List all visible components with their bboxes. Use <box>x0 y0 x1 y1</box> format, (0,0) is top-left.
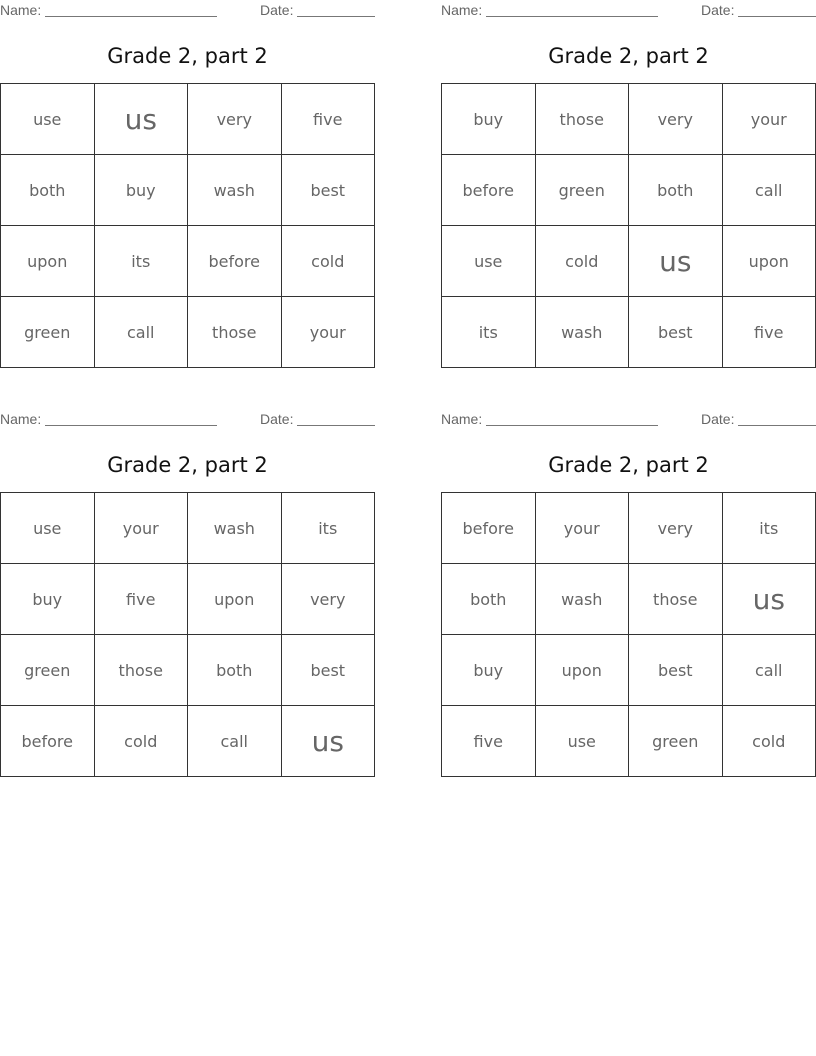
grid-row <box>442 155 816 226</box>
grid-cell: wash <box>188 155 282 226</box>
name-blank <box>45 16 217 17</box>
grid-cell: its <box>442 297 536 368</box>
grid-row <box>442 297 816 368</box>
date-blank <box>738 425 816 426</box>
grid-cell: use <box>1 493 95 564</box>
grid-cell: before <box>1 706 95 777</box>
grid-cell: five <box>442 706 536 777</box>
grid-cell: its <box>722 493 816 564</box>
grid-cell: green <box>1 297 95 368</box>
grid-cell: call <box>188 706 282 777</box>
grid-cell: use <box>535 706 629 777</box>
grid-row <box>1 564 375 635</box>
grid-cell: wash <box>535 297 629 368</box>
bingo-grid <box>0 83 375 368</box>
grid-cell: call <box>722 635 816 706</box>
grid-cell: buy <box>442 84 536 155</box>
grid-cell: those <box>94 635 188 706</box>
name-label: Name: <box>0 411 42 427</box>
grid-row <box>442 493 816 564</box>
grid-cell: upon <box>188 564 282 635</box>
grid-cell: its <box>94 226 188 297</box>
grid-cell: both <box>1 155 95 226</box>
grid-cell: wash <box>535 564 629 635</box>
date-blank <box>297 16 375 17</box>
grid-row <box>1 493 375 564</box>
grid-row <box>1 226 375 297</box>
grid-cell: before <box>442 493 536 564</box>
grid-row <box>1 155 375 226</box>
grid-cell: cold <box>281 226 375 297</box>
name-date-row <box>441 409 816 431</box>
name-label: Name: <box>441 411 483 427</box>
grid-cell: your <box>722 84 816 155</box>
grid-cell: before <box>442 155 536 226</box>
grid-cell: very <box>281 564 375 635</box>
grid-cell: cold <box>722 706 816 777</box>
grid-cell: best <box>629 297 723 368</box>
grid-row <box>442 84 816 155</box>
grid-cell: cold <box>535 226 629 297</box>
grid-cell: both <box>188 635 282 706</box>
grid-cell: five <box>281 84 375 155</box>
grid-cell: best <box>281 635 375 706</box>
grid-cell: upon <box>1 226 95 297</box>
grid-row <box>1 706 375 777</box>
grid-cell: best <box>281 155 375 226</box>
card-title: Grade 2, part 2 <box>107 44 268 68</box>
grid-cell: five <box>722 297 816 368</box>
grid-cell: your <box>281 297 375 368</box>
name-label: Name: <box>0 2 42 18</box>
grid-cell: us <box>629 226 723 297</box>
name-blank <box>45 425 217 426</box>
name-date-row <box>0 0 375 22</box>
card-title: Grade 2, part 2 <box>107 453 268 477</box>
grid-cell: upon <box>722 226 816 297</box>
grid-cell: us <box>281 706 375 777</box>
grid-row <box>442 706 816 777</box>
grid-cell: before <box>188 226 282 297</box>
grid-row <box>1 297 375 368</box>
bingo-card <box>441 409 816 751</box>
bingo-card <box>441 0 816 342</box>
date-blank <box>738 16 816 17</box>
date-label: Date: <box>260 411 294 427</box>
name-date-row <box>0 409 375 431</box>
name-blank <box>486 425 658 426</box>
card-title: Grade 2, part 2 <box>548 44 709 68</box>
date-label: Date: <box>260 2 294 18</box>
grid-cell: those <box>188 297 282 368</box>
grid-cell: wash <box>188 493 282 564</box>
grid-cell: buy <box>94 155 188 226</box>
grid-cell: five <box>94 564 188 635</box>
date-label: Date: <box>701 411 735 427</box>
grid-cell: buy <box>442 635 536 706</box>
date-blank <box>297 425 375 426</box>
bingo-grid <box>0 492 375 777</box>
grid-cell: best <box>629 635 723 706</box>
date-label: Date: <box>701 2 735 18</box>
grid-cell: your <box>94 493 188 564</box>
grid-cell: cold <box>94 706 188 777</box>
grid-cell: those <box>629 564 723 635</box>
bingo-card <box>0 409 375 758</box>
grid-cell: green <box>1 635 95 706</box>
grid-cell: us <box>94 84 188 155</box>
card-title: Grade 2, part 2 <box>548 453 709 477</box>
grid-cell: us <box>722 564 816 635</box>
name-blank <box>486 16 658 17</box>
bingo-grid <box>441 492 816 777</box>
name-date-row <box>441 0 816 22</box>
grid-cell: use <box>1 84 95 155</box>
grid-cell: buy <box>1 564 95 635</box>
grid-row <box>1 84 375 155</box>
grid-row <box>442 564 816 635</box>
bingo-card <box>0 0 375 342</box>
grid-row <box>1 635 375 706</box>
grid-cell: both <box>629 155 723 226</box>
name-label: Name: <box>441 2 483 18</box>
grid-cell: very <box>188 84 282 155</box>
grid-cell: very <box>629 493 723 564</box>
grid-cell: very <box>629 84 723 155</box>
grid-cell: those <box>535 84 629 155</box>
grid-cell: its <box>281 493 375 564</box>
grid-row <box>442 226 816 297</box>
grid-cell: call <box>722 155 816 226</box>
grid-cell: upon <box>535 635 629 706</box>
grid-cell: use <box>442 226 536 297</box>
grid-cell: green <box>535 155 629 226</box>
grid-cell: call <box>94 297 188 368</box>
grid-cell: green <box>629 706 723 777</box>
bingo-grid <box>441 83 816 368</box>
grid-cell: both <box>442 564 536 635</box>
grid-row <box>442 635 816 706</box>
grid-cell: your <box>535 493 629 564</box>
